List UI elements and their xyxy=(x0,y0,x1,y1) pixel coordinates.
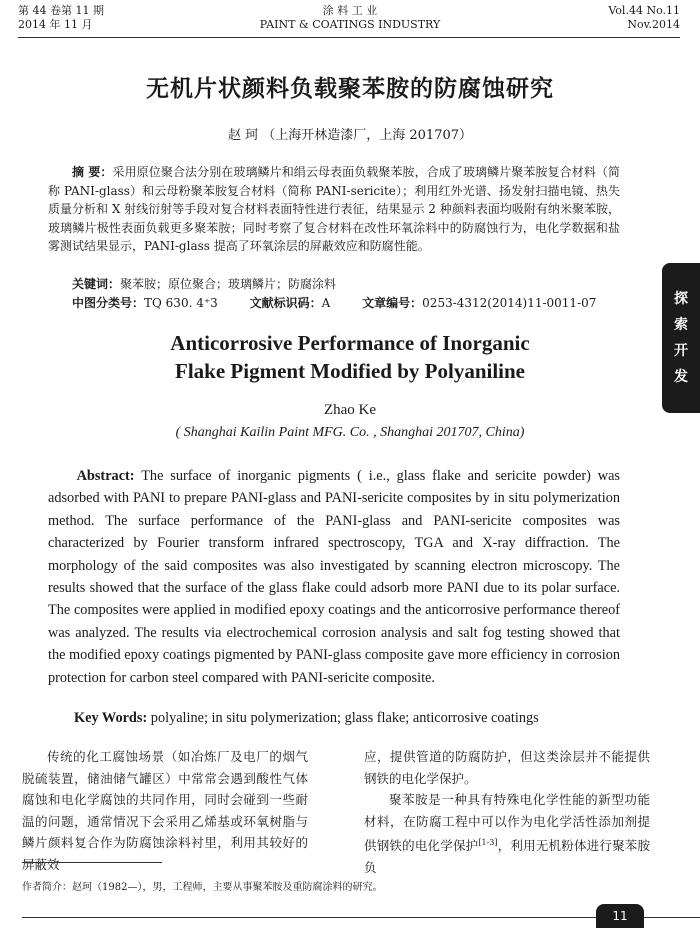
body-paragraph xyxy=(364,789,650,878)
abstract-cn-label: 摘 要： xyxy=(72,165,113,179)
doc-code-value: A xyxy=(321,296,331,310)
side-tab-char: 开 xyxy=(674,343,688,359)
keywords-en-label: Key Words xyxy=(74,710,143,726)
side-tab-char: 探 xyxy=(674,291,688,307)
author-en: Zhao Ke xyxy=(323,402,377,418)
body-text: 聚苯胺是一种具有特殊电化学性能的新型功能材料，在防腐工程中可以作为电化学活性添加剂提供钢铁的电化学保护 xyxy=(364,792,650,854)
keywords-en: Key Words: polyaline; in situ polymerization; glass flake; anticorrosive coatings xyxy=(74,710,539,726)
side-tab-char: 发 xyxy=(674,369,688,385)
abstract-en-label: Abstract xyxy=(76,468,130,484)
keywords-en-text: polyaline; in situ polymerization; glass flake; anticorrosive coatings xyxy=(150,710,539,726)
article-title-cn: 无机片状颜料负载聚苯胺的防腐蚀研究 xyxy=(146,76,554,102)
journal-name-en: PAINT & COATINGS INDUSTRY xyxy=(259,18,441,31)
section-side-tab xyxy=(662,263,700,413)
issue-date-cn: 2014 年 11 月 xyxy=(18,18,93,31)
body-paragraph: 传统的化工腐蚀场景（如冶炼厂及电厂的烟气脱硫装置，储油储气罐区）中常常会遇到酸性气体腐蚀和电化学腐蚀的共同作用，同时会碰到一些耐温的问题，通常情况下会采用乙烯基或环氧树脂与鳞片颜料复合作为防腐蚀涂料衬里，利用其较好的屏蔽效 xyxy=(22,749,308,872)
abstract-en-text: The surface of inorganic pigments ( i.e., glass flake and sericite powder) was adsorbed with PANI to prepare PANI-glass and PANI-sericite composites by in situ polymerization method. The surface performance of the PANI-glass and PANI-sericite composites was characterized by Fourier transform infrared spectroscopy, TGA and X-ray diffraction. The morphology of the said composites was also investigated by scanning electron microscopy. The results showed that the surface of the glass flake could adsorb more PANI due to its polar surface. The composites were applied in modified epoxy coatings and the anticorrosive performance thereof was analyzed. The results via electrochemical corrosion analysis and salt fog testing showed that the modified epoxy coatings pigmented by PANI-glass composite gave more efficiency in corrosion protection for carbon steel compared with PANI-sericite composite. xyxy=(48,468,620,686)
article-number-label: 文章编号： xyxy=(362,296,423,310)
abstract-cn xyxy=(48,163,620,256)
author-bio-footnote: 作者简介：赵珂（1982—），男，工程师，主要从事聚苯胺及重防腐涂料的研究。 xyxy=(22,882,383,893)
article-title-en-line1: Anticorrosive Performance of Inorganic xyxy=(170,331,530,355)
keywords-cn-label: 关键词： xyxy=(72,277,121,291)
classification-line xyxy=(48,294,620,313)
keywords-cn-text: 聚苯胺；原位聚合；玻璃鳞片；防腐涂料 xyxy=(120,277,337,291)
issue-date-en: Nov.2014 xyxy=(627,18,680,31)
body-column-left xyxy=(22,746,308,875)
side-tab-char: 索 xyxy=(674,317,688,333)
citation-ref[interactable]: [1-3] xyxy=(478,838,498,847)
header-rule xyxy=(18,37,680,38)
doc-code-label: 文献标识码： xyxy=(249,296,322,310)
clc-label: 中图分类号： xyxy=(72,296,145,310)
body-paragraph-continued: 应，提供管道的防腐防护，但这类涂层并不能提供钢铁的电化学保护。 xyxy=(364,749,650,786)
author-affiliation-cn: 赵 珂 （上海开林造漆厂，上海 201707） xyxy=(227,128,473,143)
page-number: 11 xyxy=(596,904,644,928)
body-column-right xyxy=(364,746,650,878)
affiliation-en: ( Shanghai Kailin Paint MFG. Co. , Shanghai 201707, China) xyxy=(175,425,525,440)
keywords-cn xyxy=(48,275,620,294)
footnote-rule xyxy=(22,862,162,863)
article-title-en-line2: Flake Pigment Modified by Polyaniline xyxy=(175,359,525,383)
volume-issue: 第 44 卷第 11 期 xyxy=(18,4,104,17)
clc-value: TQ 630. 4⁺3 xyxy=(144,296,218,310)
volume-issue-en: Vol.44 No.11 xyxy=(608,4,680,17)
journal-name xyxy=(0,4,700,32)
body-text: ，利用无机粉体进行聚苯胺负 xyxy=(364,838,650,875)
article-number-value: 0253-4312(2014)11-0011-07 xyxy=(422,296,597,310)
journal-volume-info-en xyxy=(608,4,680,32)
abstract-cn-text: 采用原位聚合法分别在玻璃鳞片和绢云母表面负载聚苯胺，合成了玻璃鳞片聚苯胺复合材料（简称 PANI-glass）和云母粉聚苯胺复合材料（简称 PANI-sericite）；利用红外光谱、扬发射扫描电镜、热失质量分析和 X 射线衍射等手段对复合材料表面特性进行表征，结果显示 2 种颜料表面均吸附有纳米聚苯胺，玻璃鳞片极性表面负载更多聚苯胺；同时考察了复合材料在改性环氧涂料中的防腐蚀行为，电化学数据和盐雾测试结果显示，PANI-glass 提高了环氧涂层的屏蔽效应和防腐性能。 xyxy=(48,165,620,253)
journal-name-cn: 涂 料 工 业 xyxy=(322,4,378,17)
abstract-en: Abstract: The surface of inorganic pigments ( i.e., glass flake and sericite powder) was adsorbed with PANI to prepare PANI-glass and PANI-sericite composites by in situ polymerization method. The surface performance of the PANI-glass and PANI-sericite composites was characterized by Fourier transform infrared spectroscopy, TGA and X-ray diffraction. The morphology of the said composites was also investigated by scanning electron microscopy. The results showed that the surface of the glass flake could adsorb more PANI due to its polar surface. The composites were applied in modified epoxy coatings and the anticorrosive performance thereof was analyzed. The results via electrochemical corrosion analysis and salt fog testing showed that the modified epoxy coatings pigmented by PANI-glass composite gave more efficiency in corrosion protection for carbon steel compared with PANI-sericite composite. xyxy=(48,468,620,686)
